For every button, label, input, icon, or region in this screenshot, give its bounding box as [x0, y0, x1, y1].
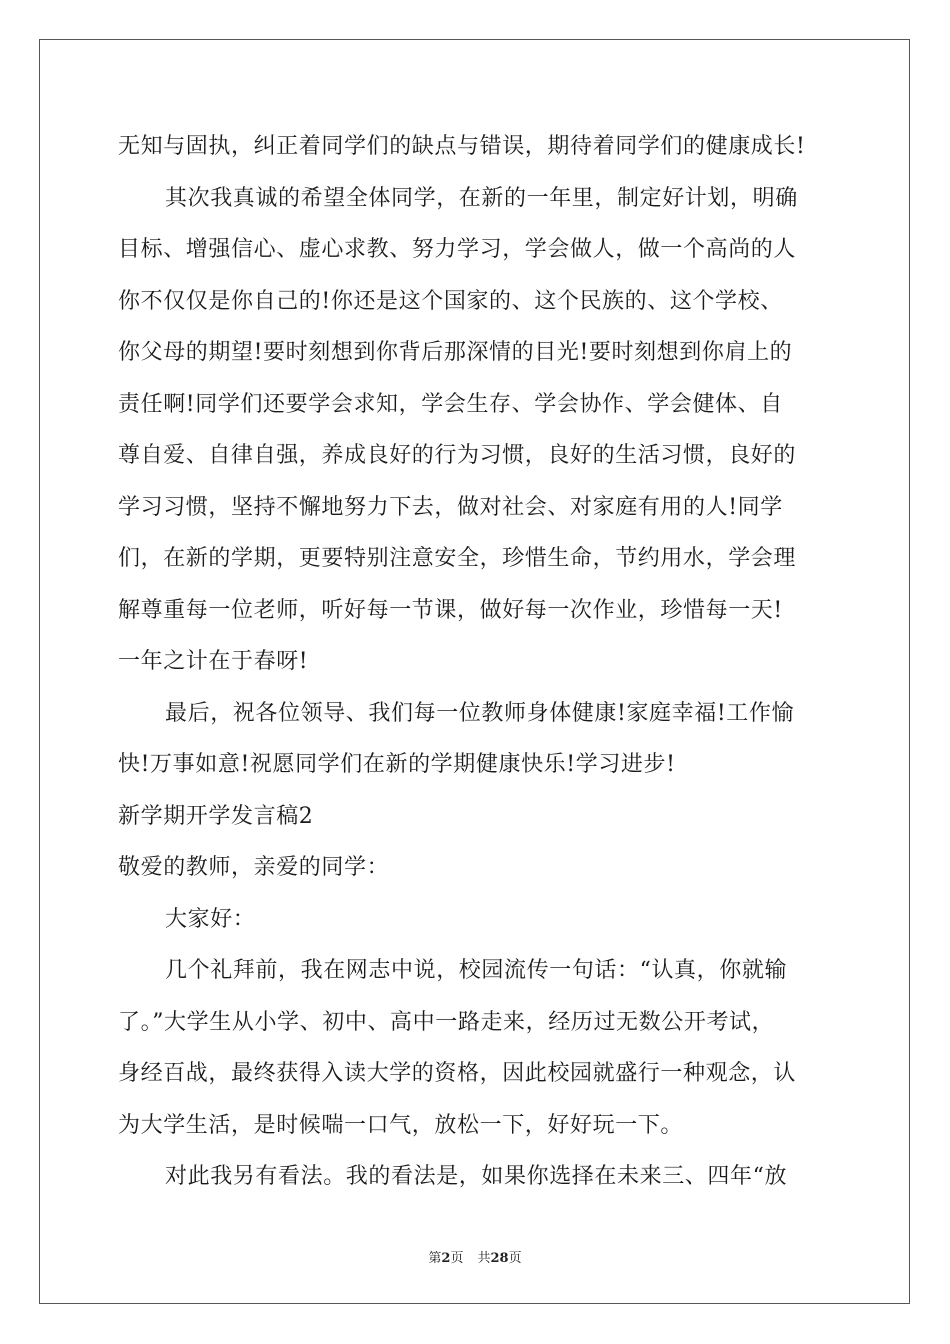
- text-line: 其次我真诚的希望全体同学，在新的一年里，制定好计划，明确: [165, 185, 798, 211]
- text-line: 无知与固执，纠正着同学们的缺点与错误，期待着同学们的健康成长!: [118, 134, 806, 159]
- text-line: 学习习惯，坚持不懈地努力下去，做对社会、对家庭有用的人!同学: [118, 494, 783, 520]
- text-line: 你不仅仅是你自己的!你还是这个国家的、这个民族的、这个学校、: [118, 288, 783, 314]
- text-line: 目标、增强信心、虚心求教、努力学习，学会做人，做一个高尚的人: [118, 237, 797, 262]
- text-line: 为大学生活，是时候喘一口气，放松一下，好好玩一下。: [118, 1112, 684, 1138]
- document-body: [118, 128, 838, 1210]
- text-line: 责任啊!同学们还要学会求知，学会生存、学会协作、学会健体、自: [118, 391, 783, 417]
- text-line: 对此我另有看法。我的看法是，如果你选择在未来三、四年“放: [165, 1164, 788, 1189]
- greeting: 大家好：: [165, 906, 256, 932]
- text-line: 尊自爱、自律自强，养成良好的行为习惯，良好的生活习惯，良好的: [118, 443, 797, 468]
- text-line: 你父母的期望!要时刻想到你背后那深情的目光!要时刻想到你肩上的: [118, 340, 793, 365]
- total-prefix: 共: [477, 1251, 491, 1266]
- page-suffix: 页: [450, 1251, 464, 1266]
- text-line: 了。”大学生从小学、初中、高中一路走来，经历过无数公开考试，: [118, 1009, 775, 1035]
- text-line: 最后，祝各位领导、我们每一位教师身体健康!家庭幸福!工作愉: [165, 700, 795, 726]
- text-line: 解尊重每一位老师，听好每一节课，做好每一次作业，珍惜每一天!: [118, 597, 783, 623]
- section-heading: 新学期开学发言稿2: [118, 803, 314, 829]
- text-line: 们，在新的学期，更要特别注意安全，珍惜生命，节约用水，学会理: [118, 546, 797, 571]
- text-line: 一年之计在于春呀!: [118, 649, 309, 674]
- page-current: 2: [441, 1251, 451, 1266]
- salutation: 敬爱的教师，亲爱的同学：: [118, 855, 390, 880]
- text-line: 身经百战，最终获得入读大学的资格，因此校园就盛行一种观念，认: [118, 1061, 797, 1086]
- page-prefix: 第: [428, 1251, 442, 1266]
- total-suffix: 页: [508, 1251, 522, 1266]
- text-line: 快!万事如意!祝愿同学们在新的学期健康快乐!学习进步!: [118, 752, 676, 777]
- page-total: 28: [490, 1251, 509, 1266]
- page-footer: [0, 1247, 950, 1266]
- text-line: 几个礼拜前，我在网志中说，校园流传一句话：“认真，你就输: [165, 958, 788, 983]
